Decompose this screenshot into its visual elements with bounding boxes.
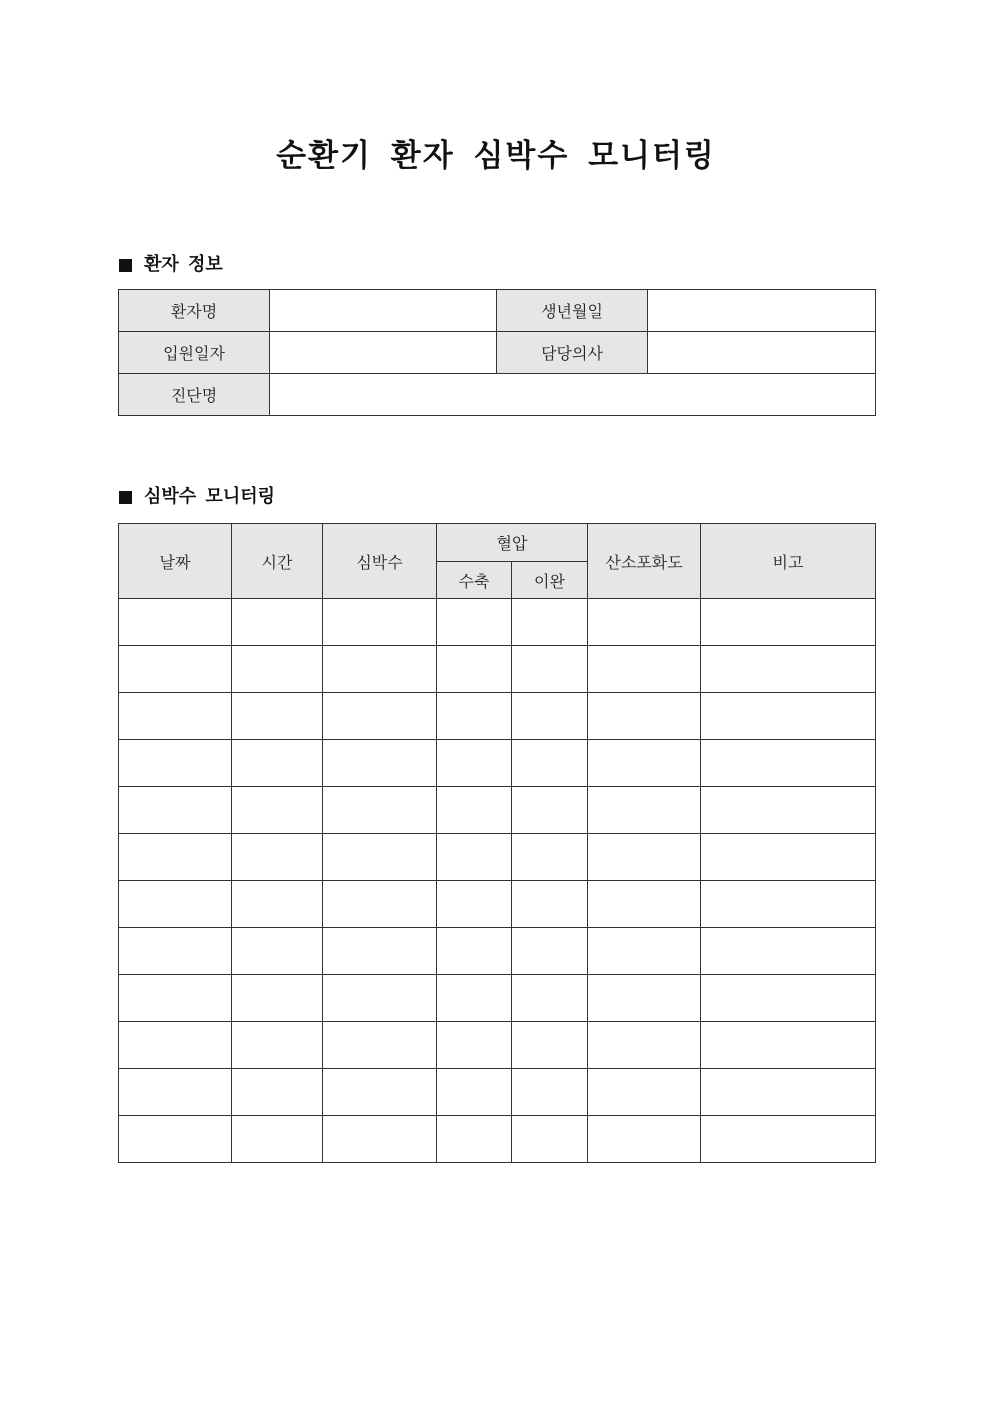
heart-rate-cell[interactable] [323, 740, 437, 787]
time-cell[interactable] [232, 928, 323, 975]
column-header-date: 날짜 [119, 524, 232, 599]
square-bullet-icon [119, 491, 132, 504]
notes-cell[interactable] [701, 740, 876, 787]
diagnosis-label: 진단명 [119, 374, 270, 416]
systolic-cell[interactable] [437, 646, 512, 693]
date-cell[interactable] [119, 881, 232, 928]
time-cell[interactable] [232, 834, 323, 881]
diastolic-cell[interactable] [512, 834, 588, 881]
heart-rate-cell[interactable] [323, 928, 437, 975]
table-row [119, 928, 876, 975]
oxygen-saturation-cell[interactable] [588, 1022, 701, 1069]
systolic-cell[interactable] [437, 1022, 512, 1069]
section-heading-heart-rate-monitoring [119, 485, 275, 509]
table-row [119, 374, 876, 416]
table-row [119, 975, 876, 1022]
notes-cell[interactable] [701, 787, 876, 834]
table-row [119, 332, 876, 374]
monitoring-table-body [119, 599, 876, 1163]
time-cell[interactable] [232, 1069, 323, 1116]
time-cell[interactable] [232, 693, 323, 740]
admission-date-label: 입원일자 [119, 332, 270, 374]
oxygen-saturation-cell[interactable] [588, 646, 701, 693]
time-cell[interactable] [232, 599, 323, 646]
notes-cell[interactable] [701, 1116, 876, 1163]
patient-info-table [118, 289, 876, 416]
oxygen-saturation-cell[interactable] [588, 1116, 701, 1163]
table-row [119, 881, 876, 928]
notes-cell[interactable] [701, 599, 876, 646]
oxygen-saturation-cell[interactable] [588, 787, 701, 834]
heart-rate-cell[interactable] [323, 599, 437, 646]
time-cell[interactable] [232, 646, 323, 693]
systolic-cell[interactable] [437, 881, 512, 928]
heart-rate-cell[interactable] [323, 646, 437, 693]
table-row [119, 599, 876, 646]
time-cell[interactable] [232, 881, 323, 928]
date-cell[interactable] [119, 1116, 232, 1163]
heart-rate-cell[interactable] [323, 834, 437, 881]
section-heading-patient-info [119, 253, 223, 277]
table-header-row [119, 524, 876, 562]
oxygen-saturation-cell[interactable] [588, 881, 701, 928]
column-header-oxygen-saturation: 산소포화도 [588, 524, 701, 599]
notes-cell[interactable] [701, 928, 876, 975]
notes-cell[interactable] [701, 1069, 876, 1116]
table-row [119, 740, 876, 787]
column-header-systolic: 수축 [437, 562, 512, 599]
square-bullet-icon [119, 259, 132, 272]
systolic-cell[interactable] [437, 1116, 512, 1163]
table-row [119, 1022, 876, 1069]
diastolic-cell[interactable] [512, 599, 588, 646]
date-cell[interactable] [119, 834, 232, 881]
heart-rate-monitoring-table [118, 523, 876, 1163]
heart-rate-cell[interactable] [323, 1116, 437, 1163]
patient-name-label: 환자명 [119, 290, 270, 332]
table-row [119, 787, 876, 834]
diastolic-cell[interactable] [512, 881, 588, 928]
diastolic-cell[interactable] [512, 693, 588, 740]
heart-rate-cell[interactable] [323, 1022, 437, 1069]
diastolic-cell[interactable] [512, 975, 588, 1022]
diastolic-cell[interactable] [512, 740, 588, 787]
notes-cell[interactable] [701, 646, 876, 693]
date-cell[interactable] [119, 599, 232, 646]
oxygen-saturation-cell[interactable] [588, 975, 701, 1022]
heart-rate-cell[interactable] [323, 693, 437, 740]
attending-doctor-label: 담당의사 [497, 332, 648, 374]
table-row [119, 1069, 876, 1116]
birth-date-label: 생년월일 [497, 290, 648, 332]
date-cell[interactable] [119, 740, 232, 787]
diagnosis-field[interactable] [270, 374, 876, 416]
section-heading-label: 심박수 모니터링 [144, 486, 275, 507]
time-cell[interactable] [232, 1022, 323, 1069]
heart-rate-cell[interactable] [323, 881, 437, 928]
heart-rate-cell[interactable] [323, 975, 437, 1022]
systolic-cell[interactable] [437, 928, 512, 975]
notes-cell[interactable] [701, 834, 876, 881]
diastolic-cell[interactable] [512, 1022, 588, 1069]
section-heading-label: 환자 정보 [144, 254, 223, 275]
column-header-heart-rate: 심박수 [323, 524, 437, 599]
time-cell[interactable] [232, 787, 323, 834]
column-header-notes: 비고 [701, 524, 876, 599]
diastolic-cell[interactable] [512, 928, 588, 975]
table-row [119, 834, 876, 881]
table-row [119, 1116, 876, 1163]
oxygen-saturation-cell[interactable] [588, 834, 701, 881]
time-cell[interactable] [232, 975, 323, 1022]
heart-rate-cell[interactable] [323, 787, 437, 834]
systolic-cell[interactable] [437, 787, 512, 834]
systolic-cell[interactable] [437, 1069, 512, 1116]
diastolic-cell[interactable] [512, 1116, 588, 1163]
column-header-time: 시간 [232, 524, 323, 599]
attending-doctor-field[interactable] [648, 332, 876, 374]
date-cell[interactable] [119, 928, 232, 975]
oxygen-saturation-cell[interactable] [588, 740, 701, 787]
notes-cell[interactable] [701, 693, 876, 740]
oxygen-saturation-cell[interactable] [588, 1069, 701, 1116]
systolic-cell[interactable] [437, 834, 512, 881]
systolic-cell[interactable] [437, 693, 512, 740]
diastolic-cell[interactable] [512, 787, 588, 834]
systolic-cell[interactable] [437, 740, 512, 787]
oxygen-saturation-cell[interactable] [588, 693, 701, 740]
page-title: 순환기 환자 심박수 모니터링 [276, 138, 716, 174]
heart-rate-cell[interactable] [323, 1069, 437, 1116]
notes-cell[interactable] [701, 881, 876, 928]
time-cell[interactable] [232, 740, 323, 787]
date-cell[interactable] [119, 975, 232, 1022]
column-header-diastolic: 이완 [512, 562, 588, 599]
notes-cell[interactable] [701, 1022, 876, 1069]
table-row [119, 290, 876, 332]
oxygen-saturation-cell[interactable] [588, 599, 701, 646]
oxygen-saturation-cell[interactable] [588, 928, 701, 975]
birth-date-field[interactable] [648, 290, 876, 332]
date-cell[interactable] [119, 1069, 232, 1116]
notes-cell[interactable] [701, 975, 876, 1022]
date-cell[interactable] [119, 1022, 232, 1069]
table-row [119, 646, 876, 693]
patient-name-field[interactable] [270, 290, 497, 332]
date-cell[interactable] [119, 646, 232, 693]
time-cell[interactable] [232, 1116, 323, 1163]
date-cell[interactable] [119, 787, 232, 834]
table-row [119, 693, 876, 740]
systolic-cell[interactable] [437, 975, 512, 1022]
diastolic-cell[interactable] [512, 1069, 588, 1116]
systolic-cell[interactable] [437, 599, 512, 646]
column-header-blood-pressure: 혈압 [437, 524, 588, 562]
date-cell[interactable] [119, 693, 232, 740]
diastolic-cell[interactable] [512, 646, 588, 693]
admission-date-field[interactable] [270, 332, 497, 374]
